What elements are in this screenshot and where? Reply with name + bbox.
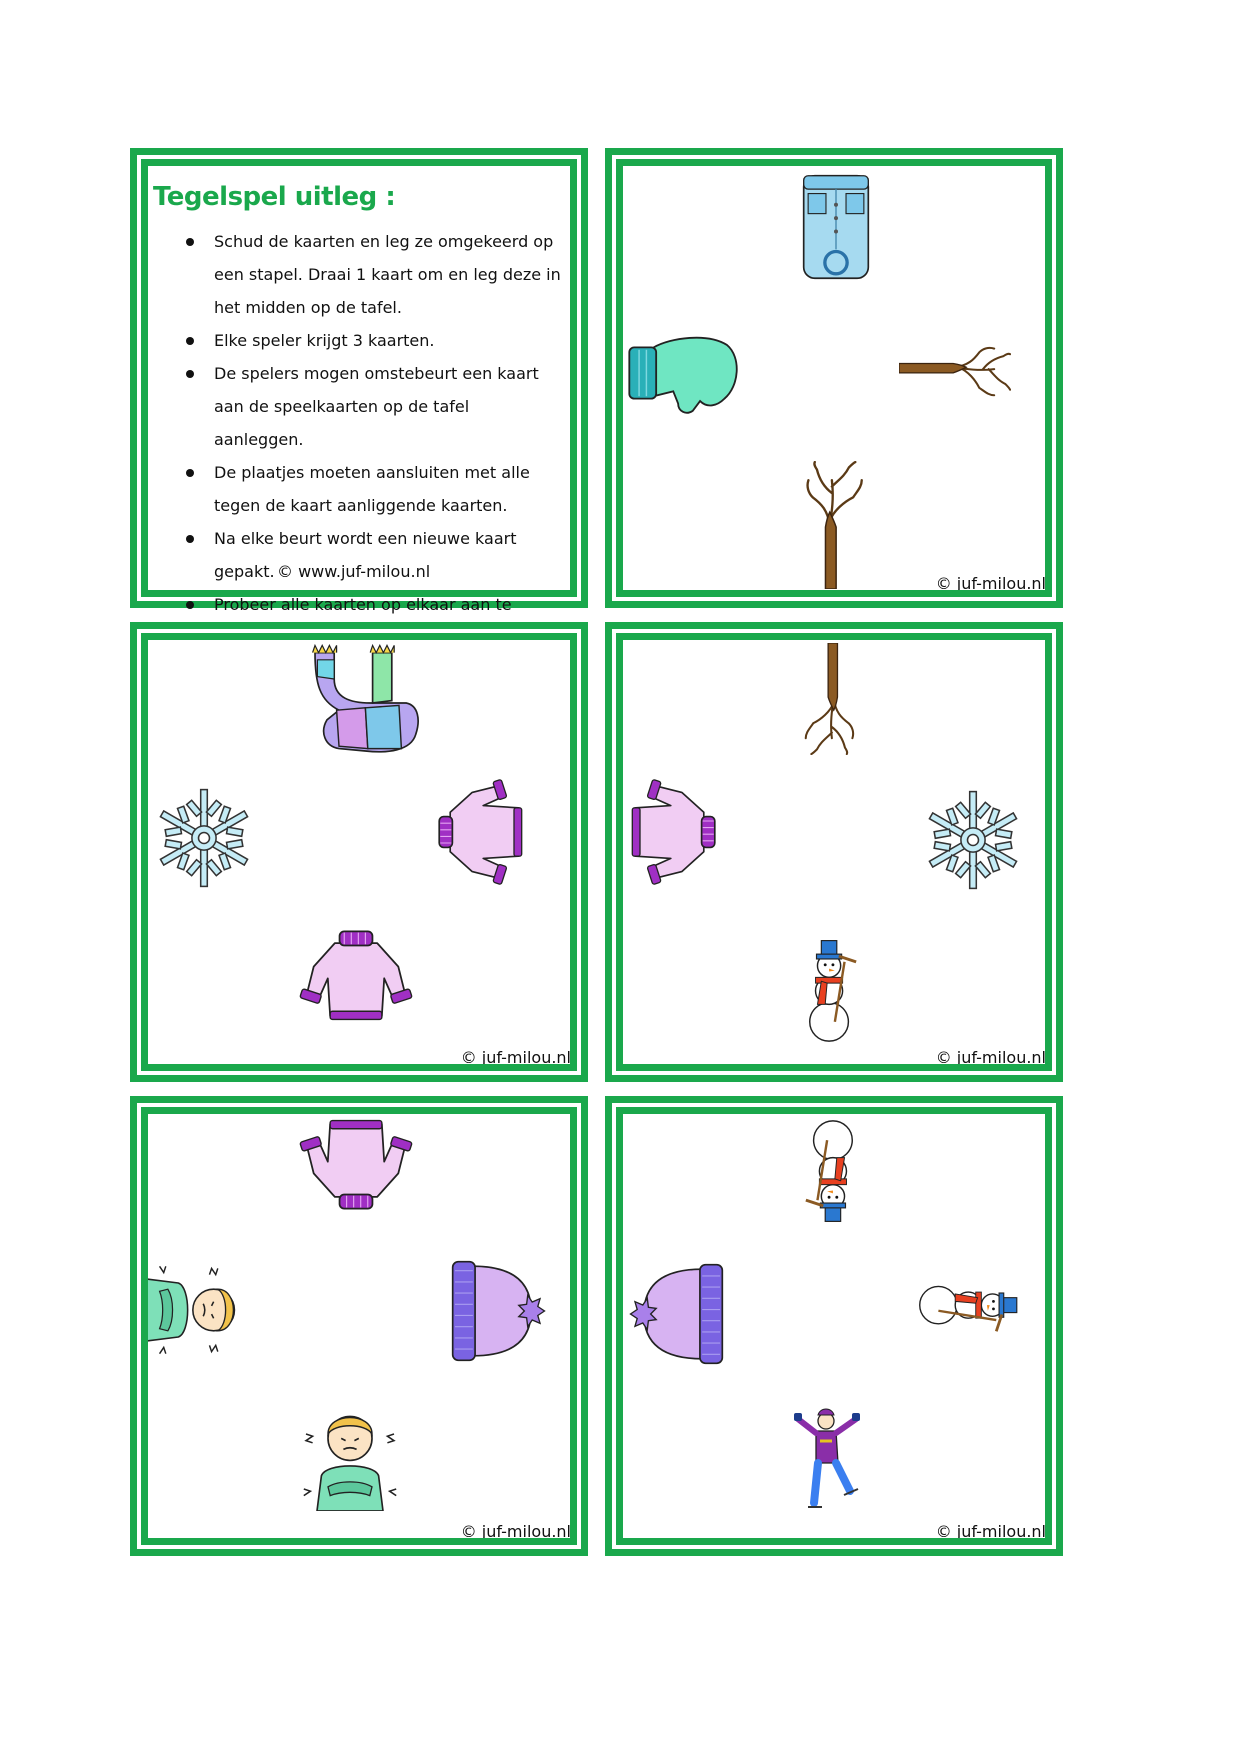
- snowflake-icon: [918, 785, 1028, 895]
- instructions-title: Tegelspel uitleg :: [153, 182, 396, 212]
- tile-card[interactable]: [605, 1096, 1063, 1556]
- tile-card[interactable]: [605, 622, 1063, 1082]
- rule-item: De spelers mogen omstebeurt een kaart aan de speelkaarten op de tafel aanleggen.: [137, 357, 567, 456]
- snowman-icon: [916, 1279, 1028, 1335]
- site-credit: © www.juf-milou.nl: [277, 562, 431, 581]
- sweater-icon: [297, 929, 415, 1023]
- rule-item: Schud de kaarten en leg ze omgekeerd op een stapel. Draai 1 kaart om en leg deze in het midden op de tafel.: [137, 225, 567, 324]
- winter-hat-icon: [626, 1258, 738, 1370]
- sweater-icon: [437, 777, 525, 887]
- rule-item: Na elke beurt wordt een nieuwe kaart gepakt.: [137, 522, 567, 588]
- blue-pants-icon: [797, 171, 875, 283]
- ice-skater-icon: [792, 1403, 862, 1523]
- shivering-child-icon: [145, 1250, 249, 1370]
- copyright-label: © juf-milou.nl: [460, 1522, 571, 1541]
- snowman-icon: [802, 1117, 860, 1233]
- tile-card[interactable]: [605, 148, 1063, 608]
- tile-card[interactable]: [130, 622, 588, 1082]
- snowman-icon: [802, 929, 860, 1045]
- instructions-card: [130, 148, 588, 614]
- sweater-icon: [629, 777, 717, 887]
- tree-icon: [899, 343, 1011, 399]
- copyright-label: © juf-milou.nl: [935, 1522, 1046, 1541]
- tile-card[interactable]: [130, 1096, 588, 1556]
- rule-item: Probeer alle kaarten op elkaar aan te: [137, 588, 567, 654]
- copyright-label: © juf-milou.nl: [935, 574, 1046, 593]
- snowflake-icon: [149, 783, 259, 893]
- winter-hat-icon: [437, 1255, 549, 1367]
- shivering-child-icon: [295, 1401, 405, 1511]
- mitten-icon: [622, 330, 744, 416]
- rule-item: Elke speler krijgt 3 kaarten.: [137, 324, 567, 357]
- copyright-label: © juf-milou.nl: [460, 1048, 571, 1067]
- tree-icon: [802, 461, 866, 589]
- tree-icon: [798, 643, 862, 755]
- rules-list: [137, 225, 567, 654]
- sweater-icon: [297, 1117, 415, 1211]
- scarf-icon: [299, 643, 427, 763]
- copyright-label: © juf-milou.nl: [935, 1048, 1046, 1067]
- rule-item: De plaatjes moeten aansluiten met alle tegen de kaart aanliggende kaarten.: [137, 456, 567, 522]
